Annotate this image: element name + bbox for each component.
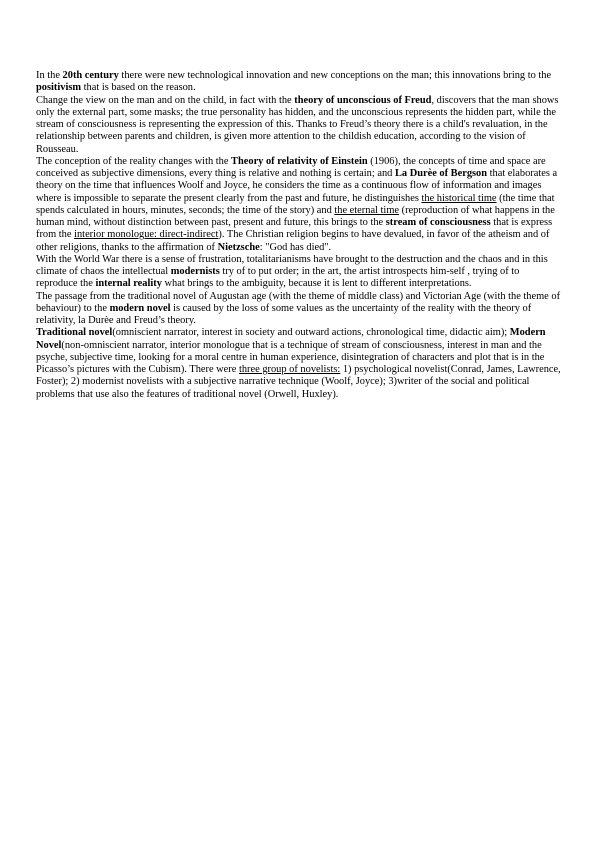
paragraph-freud bbox=[36, 95, 562, 156]
bold-term: 20th century bbox=[62, 70, 119, 81]
text-span: (1906), the concepts of time and space are conceived as subjective dimensions, every thing is relative and nothing is certain; and bbox=[36, 155, 546, 179]
text-span: The passage from the traditional novel of Augustan age (with the theme of middle class) and Victorian Age (with the theme of behaviour) to the bbox=[36, 290, 561, 314]
text-span: In the bbox=[36, 70, 63, 81]
text-span: try of to put order; in the art, the artist introspects him-self , trying of to reproduce the bbox=[36, 266, 520, 290]
paragraph-modern-novel bbox=[36, 291, 562, 328]
text-span: (non-omniscient narrator, interior monologue that is a technique of stream of consciousness, interest in man and the psyche, subjective time, looking for a moral centre in human experience, disintegration of characters and plot that is in the Picasso’s pictures with the Cubism). There were bbox=[36, 339, 545, 375]
bold-term: stream of consciousness bbox=[385, 217, 491, 228]
bold-term: modern novel bbox=[109, 302, 171, 314]
text-span: that elaborates a theory on the time that influences Woolf and Joyce, he considers the time as a continuous flow of information and images where is impossible to separate the present clearly from the past and future, he distinguishes bbox=[36, 168, 558, 204]
underlined-term: the eternal time bbox=[334, 204, 400, 216]
text-span: what brings to the ambiguity, because it is lent to different interpretations. bbox=[161, 278, 472, 290]
underlined-term: interior monologue: direct-indirect bbox=[74, 229, 219, 241]
text-span: (the time that spends calculated in hours, minutes, seconds; the time of the story) and bbox=[36, 192, 555, 216]
text-span: that is express from the bbox=[36, 217, 553, 241]
text-span: there were new technological innovation and new conceptions on the man; this innovations bring to the bbox=[118, 70, 552, 81]
bold-term: Nietzsche bbox=[217, 241, 260, 253]
underlined-term: three group of novelists: bbox=[238, 364, 341, 375]
text-span: ). The Christian religion begins to have devalued, in favor of the atheism and of other religions, thanks to the affirmation of bbox=[36, 229, 550, 253]
text-span: (omniscient narrator, interest in society and outward actions, chronological time, didactic aim); bbox=[112, 327, 510, 339]
text-span: 1) psychological novelist(Conrad, James, Lawrence, Foster); 2) modernist novelists with a subjective narrative technique (Woolf, Joyce); 3)writer of the social and political problems that use also the features of traditional novel (Orwell, Huxley). bbox=[36, 364, 561, 400]
document-body bbox=[36, 70, 562, 401]
bold-term: Theory of relativity of Einstein bbox=[231, 155, 368, 167]
text-span: The conception of the reality changes with the bbox=[36, 155, 232, 167]
bold-term: Traditional novel bbox=[36, 327, 113, 339]
paragraph-einstein-bergson bbox=[36, 156, 562, 254]
text-span: (reproduction of what happens in the human mind, without distinction between past, present and future, this brings to the bbox=[36, 204, 555, 228]
bold-term: La Durèe of Bergson bbox=[394, 168, 488, 179]
text-span: , discovers that the man shows only the external part, some masks; the true personality has hidden, and the unconscious represents the hidden part, while the stream of consciousness is representing the expression of this. Thanks to Freud’s theory there is a child's revaluation, in the relationship between parents and children, is given more attention to the childish education, according to the vision of Rousseau. bbox=[36, 94, 559, 155]
paragraph-world-war bbox=[36, 254, 562, 291]
text-span: is caused by the loss of some values as the uncertainty of the reality with the theory of relativity, la Durèe and Freud’s theory. bbox=[36, 302, 532, 326]
bold-term: Modern Novel bbox=[36, 327, 546, 351]
text-span: With the World War there is a sense of frustration, totalitarianisms have brought to the destruction and the chaos and in this climate of chaos the intellectual bbox=[36, 253, 548, 277]
paragraph-novel-comparison bbox=[36, 327, 562, 401]
text-span: : "God has died". bbox=[259, 241, 332, 253]
underlined-term: the historical time bbox=[421, 192, 497, 204]
text-span: Change the view on the man and on the child, in fact with the bbox=[36, 94, 295, 106]
text-span: that is based on the reason. bbox=[81, 82, 196, 94]
bold-term: modernists bbox=[170, 266, 220, 277]
bold-term: positivism bbox=[36, 82, 82, 94]
paragraph-positivism bbox=[36, 70, 562, 95]
bold-term: theory of unconscious of Freud bbox=[294, 94, 432, 106]
bold-term: internal reality bbox=[95, 278, 162, 290]
